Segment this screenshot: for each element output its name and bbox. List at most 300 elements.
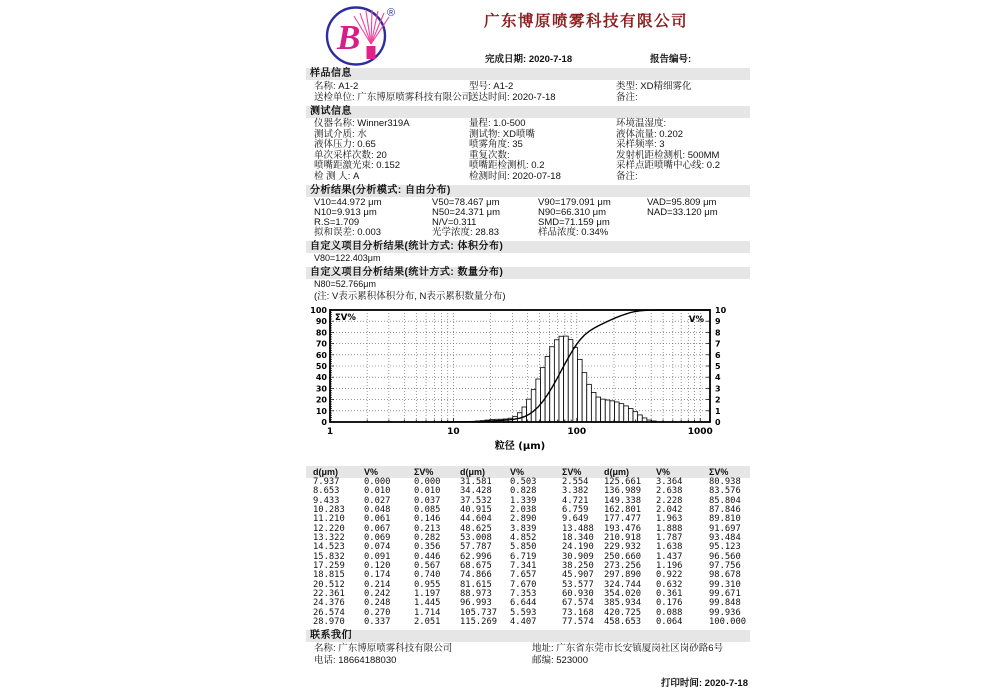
field-text: 名称: 广东博原喷雾科技有限公司 bbox=[314, 642, 453, 654]
table-cell: 0.356 bbox=[414, 542, 441, 553]
field-text: 地址: 广东省东莞市长安镇厦岗社区岗砂路6号 bbox=[532, 642, 724, 654]
table-cell: 0.828 bbox=[510, 486, 537, 497]
table-cell: 80.938 bbox=[709, 477, 741, 487]
table-cell: 89.810 bbox=[709, 514, 741, 525]
table-cell: 9.649 bbox=[562, 514, 589, 525]
table-cell: 2.638 bbox=[656, 486, 683, 497]
field-text: 喷嘴距激光束: 0.152 bbox=[314, 160, 401, 171]
histogram-bar bbox=[587, 384, 592, 422]
histogram-bar bbox=[615, 402, 620, 422]
table-cell: 3.839 bbox=[510, 523, 537, 534]
table-cell: 96.560 bbox=[709, 551, 741, 562]
field-text: 测试物: XD喷嘴 bbox=[469, 128, 535, 140]
nozzle-body bbox=[367, 46, 376, 59]
field-row bbox=[314, 172, 750, 183]
histogram-bar bbox=[605, 400, 610, 422]
table-cell: 8.653 bbox=[313, 486, 340, 497]
field-text: V50=78.467 μm bbox=[432, 197, 500, 208]
table-cell: 57.787 bbox=[460, 542, 492, 553]
field-row bbox=[314, 161, 750, 172]
field-text: V10=44.972 μm bbox=[314, 197, 382, 208]
table-cell: 273.256 bbox=[604, 561, 642, 572]
axis-label: 1 bbox=[715, 406, 721, 416]
table-cell: 77.574 bbox=[562, 617, 594, 628]
table-cell: 0.214 bbox=[364, 579, 391, 590]
field-text: 检 测 人: A bbox=[314, 170, 360, 182]
section-test-info bbox=[306, 106, 750, 183]
field-text: 喷雾角度: 35 bbox=[469, 139, 523, 150]
axis-label: 90 bbox=[315, 317, 327, 327]
section-custom-number bbox=[306, 267, 750, 291]
table-cell: 0.922 bbox=[656, 570, 683, 581]
table-cell: 0.000 bbox=[414, 477, 441, 487]
field-row bbox=[314, 228, 750, 238]
table-cell: 0.174 bbox=[364, 570, 391, 581]
table-cell: 88.973 bbox=[460, 589, 492, 600]
table-cell: 6.759 bbox=[562, 505, 589, 516]
print-time: 打印时间: 2020-7-18 bbox=[660, 677, 748, 689]
histogram-bar bbox=[610, 401, 615, 422]
table-cell: 83.576 bbox=[709, 486, 741, 497]
histogram-bar bbox=[638, 415, 643, 422]
table-cell: 0.069 bbox=[364, 533, 391, 544]
table-cell: 7.353 bbox=[510, 589, 537, 600]
report-content bbox=[306, 0, 750, 689]
table-cell: 1.196 bbox=[656, 561, 683, 572]
table-cell: 0.176 bbox=[656, 598, 683, 609]
table-cell: 0.000 bbox=[364, 477, 391, 487]
table-cell: 81.615 bbox=[460, 579, 492, 590]
table-cell: 385.934 bbox=[604, 598, 642, 609]
particle-size-distribution-chart bbox=[306, 305, 776, 459]
histogram-bar bbox=[582, 373, 587, 422]
table-cell: 38.250 bbox=[562, 561, 594, 572]
field-text: 光学浓度: 28.83 bbox=[432, 227, 500, 238]
table-cell: 0.740 bbox=[414, 570, 441, 581]
registered-trademark-icon: ® bbox=[387, 7, 396, 19]
axis-label: 7 bbox=[715, 339, 721, 349]
table-cell: 99.310 bbox=[709, 579, 741, 590]
field-text: 采样点距喷嘴中心线: 0.2 bbox=[616, 160, 720, 171]
table-cell: 96.993 bbox=[460, 598, 492, 609]
field-text bbox=[647, 228, 754, 238]
report-header bbox=[306, 0, 750, 66]
field-text: 名称: A1-2 bbox=[314, 81, 359, 92]
table-cell: 1.638 bbox=[656, 542, 683, 553]
table-cell: 0.503 bbox=[510, 477, 537, 487]
table-cell: 10.283 bbox=[313, 505, 345, 516]
table-cell: 177.477 bbox=[604, 514, 642, 525]
table-cell: 2.228 bbox=[656, 495, 683, 506]
table-header-cell: V% bbox=[656, 467, 671, 477]
table-cell: 250.660 bbox=[604, 551, 642, 562]
axis-label: 80 bbox=[315, 328, 327, 338]
axis-label: 20 bbox=[315, 395, 327, 405]
axis-label: 100 bbox=[310, 306, 327, 315]
table-cell: 68.675 bbox=[460, 561, 492, 572]
section-rows bbox=[306, 80, 750, 104]
table-cell: 297.890 bbox=[604, 570, 642, 581]
table-cell: 53.577 bbox=[562, 579, 594, 590]
field-text: R.S=1.709 bbox=[314, 217, 360, 228]
axis-labels bbox=[310, 306, 726, 452]
table-cell: 45.907 bbox=[562, 570, 594, 581]
chart-area bbox=[306, 305, 750, 464]
axis-label: 3 bbox=[715, 384, 721, 394]
axis-label: 50 bbox=[315, 362, 327, 371]
table-cell: 44.604 bbox=[460, 514, 492, 525]
table-cell: 60.930 bbox=[562, 589, 594, 600]
table-cell: 15.832 bbox=[313, 551, 345, 562]
table-cell: 105.737 bbox=[460, 607, 498, 618]
section-analysis-results bbox=[306, 185, 750, 239]
axis-label: 8 bbox=[715, 328, 721, 338]
table-cell: 0.074 bbox=[364, 542, 391, 553]
distribution-note: (注: V表示累积体积分布, N表示累积数量分布) bbox=[314, 291, 506, 302]
complete-date bbox=[485, 51, 572, 65]
axis-label: 0 bbox=[715, 418, 721, 427]
table-cell: 0.091 bbox=[364, 551, 391, 562]
table-cell: 14.523 bbox=[313, 542, 345, 553]
table-cell: 28.970 bbox=[313, 617, 345, 628]
table-cell: 1.445 bbox=[414, 598, 441, 609]
axis-label: 10 bbox=[715, 306, 727, 315]
table-cell: 149.338 bbox=[604, 495, 642, 506]
table-cell: 74.866 bbox=[460, 570, 492, 581]
field-text: 液体压力: 0.65 bbox=[314, 139, 376, 150]
field-text: 类型: XD精细雾化 bbox=[616, 81, 692, 92]
table-cell: 1.963 bbox=[656, 514, 683, 525]
table-cell: 31.581 bbox=[460, 477, 492, 487]
table-cell: 7.937 bbox=[313, 477, 340, 487]
table-cell: 0.337 bbox=[364, 617, 391, 628]
table-cell: 37.532 bbox=[460, 495, 492, 506]
histogram-bars bbox=[476, 336, 656, 422]
axis-label: 0 bbox=[321, 418, 327, 427]
field-text: 液体流量: 0.202 bbox=[616, 128, 684, 140]
table-cell: 0.088 bbox=[656, 607, 683, 618]
table-cell: 115.269 bbox=[460, 617, 498, 628]
axis-label: 40 bbox=[315, 373, 327, 383]
table-cell: 3.382 bbox=[562, 486, 589, 497]
table-cell: 0.282 bbox=[414, 533, 441, 544]
table-cell: 20.512 bbox=[313, 579, 345, 590]
field-text: N80=52.766μm bbox=[314, 278, 376, 289]
table-cell: 0.064 bbox=[656, 617, 683, 628]
field-text: 邮编: 523000 bbox=[532, 654, 588, 666]
table-cell: 0.085 bbox=[414, 505, 441, 516]
field-text: 环境温湿度: bbox=[616, 118, 667, 129]
table-cell: 13.322 bbox=[313, 533, 345, 544]
field-text: 检测时间: 2020-07-18 bbox=[469, 170, 561, 182]
table-cell: 53.008 bbox=[460, 533, 492, 544]
field-text: N50=24.371 μm bbox=[432, 207, 501, 218]
field-text: SMD=71.159 μm bbox=[538, 217, 610, 228]
table-cell: 24.190 bbox=[562, 542, 594, 553]
field-row bbox=[314, 130, 750, 141]
axis-label: ΣV% bbox=[335, 313, 356, 323]
table-cell: 17.259 bbox=[313, 561, 345, 572]
field-text bbox=[647, 218, 754, 228]
table-cell: 98.678 bbox=[709, 570, 741, 581]
table-header-cell: d(μm) bbox=[313, 467, 339, 477]
axis-label: 10 bbox=[315, 406, 327, 416]
table-cell: 0.120 bbox=[364, 561, 391, 572]
field-row bbox=[314, 254, 750, 264]
histogram-bar bbox=[559, 336, 564, 422]
histogram-bar bbox=[536, 379, 541, 422]
histogram-bar bbox=[564, 336, 569, 422]
table-cell: 1.888 bbox=[656, 523, 683, 534]
axis-label: 粒径 (μm) bbox=[494, 441, 546, 452]
field-text: 送检单位: 广东博原喷雾科技有限公司 bbox=[314, 92, 472, 103]
histogram-bar bbox=[578, 359, 583, 422]
chart-gridlines bbox=[330, 310, 710, 422]
table-cell: 22.361 bbox=[313, 589, 345, 600]
company-title: 广东博原喷雾科技有限公司 bbox=[483, 13, 688, 30]
table-cell: 0.955 bbox=[414, 579, 441, 590]
field-row bbox=[314, 280, 750, 290]
table-cell: 100.000 bbox=[709, 617, 747, 628]
table-cell: 210.918 bbox=[604, 533, 642, 544]
axis-label: 70 bbox=[315, 339, 327, 349]
field-text: 喷嘴距检测机: 0.2 bbox=[469, 160, 545, 171]
table-cell: 7.341 bbox=[510, 561, 537, 572]
table-cell: 229.932 bbox=[604, 542, 642, 553]
field-row bbox=[314, 81, 750, 92]
table-cell: 62.996 bbox=[460, 551, 492, 562]
field-text: 拟和误差: 0.003 bbox=[314, 227, 382, 238]
section-rows bbox=[306, 118, 750, 183]
table-cell: 1.714 bbox=[414, 607, 441, 618]
table-cell: 99.671 bbox=[709, 589, 741, 600]
section-title: 分析结果(分析模式: 自由分布) bbox=[306, 185, 750, 197]
table-cell: 18.815 bbox=[313, 570, 345, 581]
table-cell: 1.339 bbox=[510, 495, 537, 506]
table-cell: 7.670 bbox=[510, 579, 537, 590]
distribution-table bbox=[306, 466, 750, 628]
table-cell: 420.725 bbox=[604, 607, 642, 618]
table-body bbox=[306, 478, 750, 628]
table-cell: 354.020 bbox=[604, 589, 642, 600]
complete-date-value: 2020-7-18 bbox=[528, 54, 573, 65]
table-cell: 85.804 bbox=[709, 495, 741, 506]
table-cell: 99.936 bbox=[709, 607, 741, 618]
table-cell: 11.210 bbox=[313, 514, 345, 525]
table-cell: 0.027 bbox=[364, 495, 391, 506]
section-rows bbox=[306, 197, 750, 239]
table-cell: 5.593 bbox=[510, 607, 537, 618]
field-row bbox=[314, 119, 750, 130]
table-cell: 6.719 bbox=[510, 551, 537, 562]
table-cell: 125.661 bbox=[604, 477, 642, 487]
axis-label: 5 bbox=[715, 362, 721, 371]
axis-label: 9 bbox=[715, 317, 721, 327]
company-logo bbox=[320, 3, 402, 67]
table-header-cell: ΣV% bbox=[414, 467, 434, 477]
histogram-bar bbox=[545, 356, 550, 422]
table-cell: 87.846 bbox=[709, 505, 741, 516]
table-cell: 0.067 bbox=[364, 523, 391, 534]
table-row bbox=[306, 618, 750, 627]
axis-label: 30 bbox=[315, 384, 327, 394]
section-title: 自定义项目分析结果(统计方式: 数量分布) bbox=[306, 267, 750, 279]
table-cell: 136.989 bbox=[604, 486, 642, 497]
field-text: 备注: bbox=[616, 92, 638, 103]
field-text: 备注: bbox=[616, 170, 638, 182]
table-cell: 6.644 bbox=[510, 598, 537, 609]
table-cell: 324.744 bbox=[604, 579, 642, 590]
table-cell: 3.364 bbox=[656, 477, 683, 487]
field-text: 发射机距检测机: 500MM bbox=[616, 149, 720, 161]
table-cell: 95.123 bbox=[709, 542, 741, 553]
histogram-bar bbox=[601, 399, 606, 422]
logo-letter: B bbox=[337, 18, 361, 57]
table-cell: 0.010 bbox=[364, 486, 391, 497]
table-cell: 48.625 bbox=[460, 523, 492, 534]
table-header-cell: d(μm) bbox=[604, 467, 630, 477]
table-cell: 30.909 bbox=[562, 551, 594, 562]
section-custom-volume bbox=[306, 241, 750, 265]
section-title: 联系我们 bbox=[306, 630, 750, 642]
table-cell: 93.484 bbox=[709, 533, 741, 544]
table-cell: 0.010 bbox=[414, 486, 441, 497]
section-title: 样品信息 bbox=[306, 68, 750, 80]
section-title: 测试信息 bbox=[306, 106, 750, 118]
table-header-cell: d(μm) bbox=[460, 467, 486, 477]
table-cell: 4.407 bbox=[510, 617, 537, 628]
field-text: 电话: 18664188030 bbox=[314, 654, 397, 666]
table-cell: 2.042 bbox=[656, 505, 683, 516]
field-row bbox=[314, 140, 750, 151]
table-cell: 162.801 bbox=[604, 505, 642, 516]
axis-label: 10 bbox=[447, 427, 460, 437]
table-cell: 0.037 bbox=[414, 495, 441, 506]
table-cell: 0.248 bbox=[364, 598, 391, 609]
table-header-cell: ΣV% bbox=[562, 467, 582, 477]
table-cell: 91.697 bbox=[709, 523, 741, 534]
table-cell: 26.574 bbox=[313, 607, 345, 618]
field-text: VAD=95.809 μm bbox=[647, 197, 717, 208]
table-cell: 97.756 bbox=[709, 561, 741, 572]
field-text: N90=66.310 μm bbox=[538, 207, 607, 218]
field-text: 采样频率: 3 bbox=[616, 139, 665, 150]
histogram-bar bbox=[531, 390, 536, 422]
section-rows bbox=[306, 642, 750, 668]
section-title: 自定义项目分析结果(统计方式: 体积分布) bbox=[306, 241, 750, 253]
table-cell: 9.433 bbox=[313, 495, 340, 506]
field-text: 送达时间: 2020-7-18 bbox=[469, 92, 556, 103]
report-number bbox=[650, 51, 691, 65]
table-cell: 0.567 bbox=[414, 561, 441, 572]
table-cell: 1.437 bbox=[656, 551, 683, 562]
table-cell: 4.852 bbox=[510, 533, 537, 544]
table-cell: 73.168 bbox=[562, 607, 594, 618]
field-text: V90=179.091 μm bbox=[538, 197, 611, 208]
table-cell: 5.850 bbox=[510, 542, 537, 553]
table-cell: 0.146 bbox=[414, 514, 441, 525]
table-cell: 2.890 bbox=[510, 514, 537, 525]
table-cell: 0.632 bbox=[656, 579, 683, 590]
field-text: N10=9.913 μm bbox=[314, 207, 377, 218]
section-rows bbox=[306, 279, 750, 291]
section-contact bbox=[306, 630, 750, 668]
histogram-bar bbox=[527, 399, 532, 422]
table-cell: 1.787 bbox=[656, 533, 683, 544]
table-cell: 2.554 bbox=[562, 477, 589, 487]
field-text: 型号: A1-2 bbox=[469, 81, 514, 92]
table-header-cell: V% bbox=[364, 467, 379, 477]
report-number-label: 报告编号: bbox=[650, 54, 692, 65]
axis-label: 1 bbox=[326, 427, 334, 437]
histogram-bar bbox=[596, 397, 601, 422]
table-cell: 2.038 bbox=[510, 505, 537, 516]
table-cell: 193.476 bbox=[604, 523, 642, 534]
field-text: 单次采样次数: 20 bbox=[314, 149, 387, 161]
table-cell: 0.048 bbox=[364, 505, 391, 516]
field-row bbox=[314, 92, 750, 103]
table-cell: 18.340 bbox=[562, 533, 594, 544]
axis-label: 1000 bbox=[687, 427, 713, 437]
table-cell: 4.721 bbox=[562, 495, 589, 506]
table-cell: 0.213 bbox=[414, 523, 441, 534]
field-text: 样品浓度: 0.34% bbox=[538, 227, 609, 238]
histogram-bar bbox=[619, 404, 624, 422]
table-cell: 12.220 bbox=[313, 523, 345, 534]
table-cell: 2.051 bbox=[414, 617, 441, 628]
table-cell: 7.657 bbox=[510, 570, 537, 581]
field-text: N/V=0.311 bbox=[432, 217, 477, 228]
table-cell: 67.574 bbox=[562, 598, 594, 609]
field-row bbox=[314, 655, 750, 667]
histogram-bar bbox=[522, 407, 527, 422]
table-cell: 13.488 bbox=[562, 523, 594, 534]
complete-date-label: 完成日期: bbox=[485, 54, 527, 65]
axis-label: 60 bbox=[315, 350, 327, 360]
field-text: 重复次数: bbox=[469, 149, 510, 161]
table-cell: 0.061 bbox=[364, 514, 391, 525]
axis-label: 4 bbox=[715, 373, 721, 383]
histogram-bar bbox=[591, 392, 596, 422]
histogram-bar bbox=[573, 348, 578, 422]
field-text: 仪器名称: Winner319A bbox=[314, 118, 410, 129]
histogram-bar bbox=[624, 406, 629, 422]
table-cell: 0.361 bbox=[656, 589, 683, 600]
field-text: 量程: 1.0-500 bbox=[469, 118, 526, 129]
table-cell: 0.446 bbox=[414, 551, 441, 562]
axis-label: 2 bbox=[715, 395, 721, 405]
field-row bbox=[314, 208, 750, 218]
field-text: NAD=33.120 μm bbox=[647, 207, 718, 218]
table-cell: 40.915 bbox=[460, 505, 492, 516]
section-rows bbox=[306, 253, 750, 265]
axis-label: 100 bbox=[567, 427, 587, 437]
histogram-bar bbox=[628, 409, 633, 422]
table-cell: 34.428 bbox=[460, 486, 492, 497]
table-cell: 0.270 bbox=[364, 607, 391, 618]
field-text: V80=122.403μm bbox=[314, 253, 381, 263]
axis-label: 6 bbox=[715, 350, 721, 360]
table-cell: 24.376 bbox=[313, 598, 345, 609]
table-header-cell: ΣV% bbox=[709, 467, 729, 477]
table-cell: 0.242 bbox=[364, 589, 391, 600]
field-row bbox=[314, 643, 750, 655]
axis-label: V% bbox=[688, 315, 704, 325]
table-cell: 99.848 bbox=[709, 598, 741, 609]
histogram-bar bbox=[541, 368, 546, 422]
table-cell: 1.197 bbox=[414, 589, 441, 600]
table-cell: 458.653 bbox=[604, 617, 642, 628]
